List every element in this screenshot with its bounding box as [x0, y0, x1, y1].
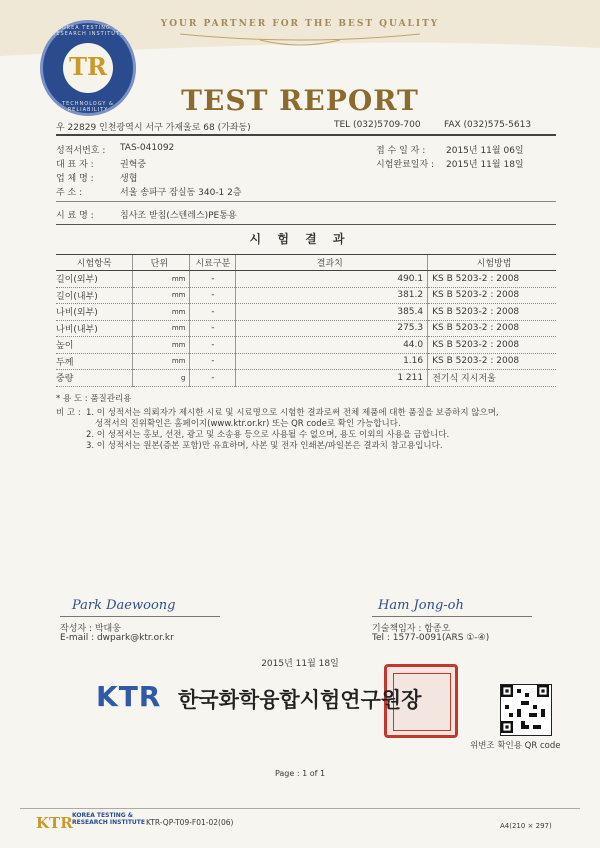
col-header-item: 시험항목 — [56, 255, 133, 271]
cell-class: - — [190, 337, 236, 354]
institute-fax: FAX (032)575-5613 — [444, 120, 532, 130]
remark-line: 3. 이 성적서는 원본(증본 포함)만 유효하며, 사본 및 전자 인쇄본/파일본은 결과치 참고용입니다. — [86, 441, 443, 451]
cell-method: KS B 5203-2 : 2008 — [428, 320, 556, 337]
divider — [56, 224, 556, 225]
institute-president: 한국화학융합시험연구원장 — [178, 688, 422, 712]
ktr-logo: KTR — [96, 680, 162, 713]
institute-tel: TEL (032)5709-700 — [334, 120, 421, 130]
table-row — [56, 370, 556, 387]
cell-method: KS B 5203-2 : 2008 — [428, 337, 556, 354]
company-name: 생협 — [120, 174, 138, 184]
cell-value: 385.4 — [236, 304, 428, 321]
footer-logo: KTR — [36, 814, 73, 832]
cell-unit: mm — [133, 287, 190, 304]
remark-line: 1. 이 성적서는 의뢰자가 제시한 시료 및 시료명으로 시험한 결과로써 전체 제품에 대한 품질을 보증하지 않으며, — [86, 408, 499, 418]
rep-label: 대 표 자 : — [56, 160, 94, 170]
receipt-date-label: 접 수 일 자 : — [376, 146, 426, 156]
tech-manager-tel: Tel : 1577-0091(ARS ①-④) — [372, 633, 490, 643]
cell-item: 중량 — [56, 370, 133, 387]
sample-name: 침사조 받침(스텐레스)PE통용 — [120, 211, 237, 221]
cell-class: - — [190, 287, 236, 304]
cell-item: 길이(내부) — [56, 287, 133, 304]
complete-date: 2015년 11월 18일 — [446, 160, 524, 170]
cell-item: 나비(외부) — [56, 304, 133, 321]
footer-institute-name — [72, 812, 145, 826]
company-label: 업 체 명 : — [56, 174, 94, 184]
cell-class: - — [190, 271, 236, 288]
addr-label: 주 소 : — [56, 188, 83, 198]
writer-signature: Park Daewoong — [72, 598, 176, 613]
sample-label: 시 료 명 : — [56, 211, 94, 221]
tech-manager-name: 기술책임자 : 함종오 — [372, 624, 451, 634]
cell-method: KS B 5203-2 : 2008 — [428, 287, 556, 304]
cell-value: 490.1 — [236, 271, 428, 288]
cell-unit: mm — [133, 271, 190, 288]
cell-value: 381.2 — [236, 287, 428, 304]
results-table — [56, 254, 556, 387]
table-row — [56, 353, 556, 370]
logo-tr-mark: TR — [69, 52, 107, 81]
signature-line — [372, 616, 532, 617]
purpose-note: * 용 도 : 품질관리용 — [56, 394, 132, 404]
divider — [56, 134, 556, 136]
tech-signature: Ham Jong-oh — [378, 598, 464, 613]
writer-name: 작성자 : 박대웅 — [60, 624, 121, 634]
remarks-text — [86, 408, 556, 452]
cell-class: - — [190, 320, 236, 337]
remarks-label: 비 고 : — [56, 408, 81, 418]
cell-value: 44.0 — [236, 337, 428, 354]
cell-item: 두께 — [56, 353, 133, 370]
divider — [56, 201, 556, 202]
cell-method: 전기식 지시저울 — [428, 370, 556, 387]
cell-method: KS B 5203-2 : 2008 — [428, 353, 556, 370]
cell-method: KS B 5203-2 : 2008 — [428, 304, 556, 321]
report-no-label: 성적서번호 : — [56, 146, 106, 156]
cell-method: KS B 5203-2 : 2008 — [428, 271, 556, 288]
results-title: 시 험 결 과 — [249, 232, 351, 246]
form-code: KTR-QP-T09-F01-02(06) — [146, 818, 234, 827]
cell-unit: mm — [133, 337, 190, 354]
cell-class: - — [190, 353, 236, 370]
page-number: Page : 1 of 1 — [274, 769, 326, 778]
table-row — [56, 320, 556, 337]
document-title: TEST REPORT — [181, 84, 419, 117]
receipt-date: 2015년 11월 06일 — [446, 146, 524, 156]
qr-caption: 위변조 확인용 QR code — [470, 741, 561, 751]
qr-code[interactable] — [500, 684, 552, 736]
remark-line: 2. 이 성적서는 홍보, 선전, 광고 및 소송용 등으로 사용될 수 없으며, 용도 이외의 사용을 금합니다. — [86, 430, 450, 440]
cell-value: 1 211 — [236, 370, 428, 387]
paper-size: A4(210 × 297) — [500, 822, 552, 830]
cell-unit: mm — [133, 353, 190, 370]
cell-unit: g — [133, 370, 190, 387]
cell-item: 나비(내부) — [56, 320, 133, 337]
col-header-class: 시료구분 — [190, 255, 236, 271]
remark-line: 성적서의 진위확인은 홈페이지(www.ktr.or.kr) 또는 QR code로 확인 가능합니다. — [95, 419, 401, 429]
cell-item: 길이(외부) — [56, 271, 133, 288]
col-header-method: 시험방법 — [428, 255, 556, 271]
tagline: YOUR PARTNER FOR THE BEST QUALITY — [160, 19, 440, 29]
company-address: 서울 송파구 잠실동 340-1 2층 — [120, 188, 242, 198]
cell-value: 1.16 — [236, 353, 428, 370]
table-header-row — [56, 255, 556, 271]
table-row — [56, 271, 556, 288]
footer-institute-line: RESEARCH INSTITUTE — [72, 819, 145, 826]
logo-ring-text-top: KOREA TESTING & RESEARCH INSTITUTE — [51, 25, 125, 37]
issue-date: 2015년 11월 18일 — [261, 659, 339, 669]
cell-unit: mm — [133, 304, 190, 321]
report-no: TAS-041092 — [120, 143, 175, 153]
footer-divider — [20, 808, 580, 809]
rep-name: 권혁중 — [120, 160, 147, 170]
table-row — [56, 337, 556, 354]
logo-ring-text-bottom: TECHNOLOGY & RELIABILITY — [62, 101, 114, 113]
writer-email: E-mail : dwpark@ktr.or.kr — [60, 633, 174, 643]
table-row — [56, 287, 556, 304]
col-header-unit: 단위 — [133, 255, 190, 271]
complete-date-label: 시험완료일자 : — [376, 160, 435, 170]
cell-item: 높이 — [56, 337, 133, 354]
institute-address: 우 22829 인천광역시 서구 가재울로 68 (가좌동) — [56, 123, 251, 133]
col-header-value: 결과치 — [236, 255, 428, 271]
signature-line — [60, 616, 220, 617]
table-row — [56, 304, 556, 321]
cell-unit: mm — [133, 320, 190, 337]
footer-institute-line: KOREA TESTING & — [72, 812, 134, 819]
cell-value: 275.3 — [236, 320, 428, 337]
cell-class: - — [190, 370, 236, 387]
cell-class: - — [190, 304, 236, 321]
qr-code-pattern — [501, 685, 549, 733]
